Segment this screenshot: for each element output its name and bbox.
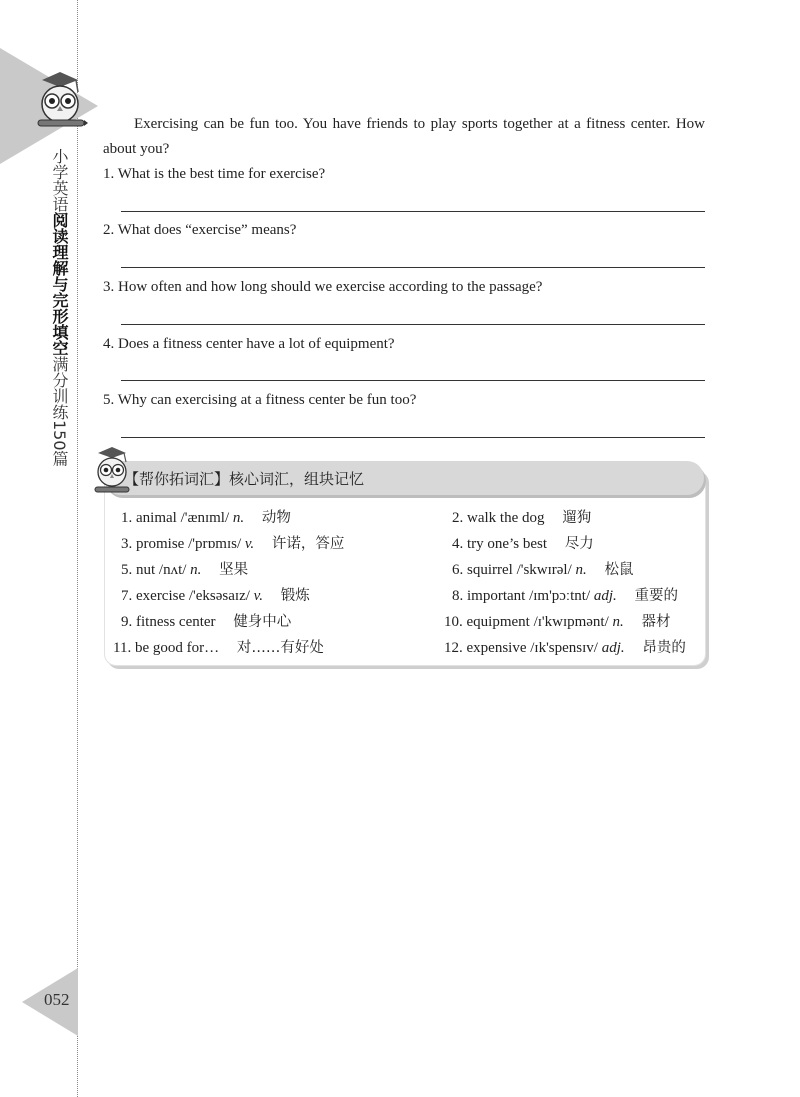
vocab-item-8 bbox=[452, 584, 678, 605]
vocab-item-word: be good for… bbox=[134, 640, 220, 656]
vocab-item-num: 2. bbox=[452, 510, 464, 526]
book-title-part-5: 篇 bbox=[50, 450, 69, 467]
answer-line-5[interactable] bbox=[121, 437, 705, 438]
question-5: 5. Why can exercising at a fitness center be fun too? bbox=[103, 392, 417, 408]
vocab-item-pos: adj. bbox=[601, 640, 625, 656]
question-1: 1. What is the best time for exercise? bbox=[103, 166, 326, 182]
vocab-item-num: 5. bbox=[121, 562, 133, 578]
answer-line-2[interactable] bbox=[121, 267, 705, 268]
owl-mascot-icon bbox=[32, 70, 88, 132]
vocab-item-word: promise /'prɒmɪs/ bbox=[136, 536, 242, 552]
answer-line-3[interactable] bbox=[121, 324, 705, 325]
vocab-item-num: 7. bbox=[121, 588, 133, 604]
page-number: 052 bbox=[44, 990, 70, 1009]
vocab-title: 【帮你拓词汇】核心词汇，组块记忆 bbox=[124, 470, 365, 488]
vocab-item-num: 8. bbox=[452, 588, 464, 604]
vocab-item-zh: 昂贵的 bbox=[642, 640, 686, 656]
vocab-item-num: 12. bbox=[444, 640, 463, 656]
vocab-item-word: fitness center bbox=[136, 614, 216, 630]
vocab-item-zh: 尽力 bbox=[564, 536, 594, 552]
vocab-item-pos: v. bbox=[244, 536, 255, 552]
vocab-item-num: 4. bbox=[452, 536, 464, 552]
vocab-item-4 bbox=[452, 532, 594, 553]
vocab-item-1 bbox=[121, 506, 291, 527]
question-3: 3. How often and how long should we exercise according to the passage? bbox=[103, 279, 543, 295]
vocab-item-word: nut /nʌt/ bbox=[136, 562, 187, 578]
vocab-item-word: expensive /ɪk'spensɪv/ bbox=[466, 640, 598, 656]
vocab-item-zh: 坚果 bbox=[219, 562, 249, 578]
vocab-item-pos: adj. bbox=[593, 588, 617, 604]
passage-paragraph: Exercising can be fun too. You have friends to play sports together at a fitness center. How about you? bbox=[103, 116, 705, 157]
vocab-item-zh: 对……有好处 bbox=[236, 640, 324, 656]
vocab-item-zh: 重要的 bbox=[634, 588, 679, 604]
vocab-item-12 bbox=[444, 636, 686, 657]
vocab-item-num: 10. bbox=[444, 614, 463, 630]
vocab-item-num: 3. bbox=[121, 536, 133, 552]
vocab-item-zh: 动物 bbox=[261, 510, 291, 526]
vocab-item-zh: 锻炼 bbox=[280, 588, 310, 604]
answer-line-1[interactable] bbox=[121, 211, 705, 212]
vocab-item-3 bbox=[121, 532, 344, 553]
question-2: 2. What does “exercise” means? bbox=[103, 222, 297, 238]
vocab-item-num: 6. bbox=[452, 562, 464, 578]
vocab-item-zh: 许诺，答应 bbox=[271, 536, 345, 552]
margin-dotted-line bbox=[77, 0, 78, 1097]
vocab-item-pos: n. bbox=[232, 510, 245, 526]
vocab-item-pos: v. bbox=[253, 588, 263, 604]
vocab-item-word: try one’s best bbox=[467, 536, 547, 552]
vocab-item-word: important /ɪm'pɔːtnt/ bbox=[467, 588, 591, 604]
vocab-item-word: equipment /ɪ'kwɪpmənt/ bbox=[466, 614, 609, 630]
book-title-part-4: 150 bbox=[50, 420, 69, 451]
vocab-item-7 bbox=[121, 584, 310, 605]
vocab-item-2 bbox=[452, 506, 591, 527]
vocab-item-word: walk the dog bbox=[467, 510, 545, 526]
vocab-item-pos: n. bbox=[190, 562, 202, 578]
vocab-item-zh: 遛狗 bbox=[562, 510, 592, 526]
vocab-item-11 bbox=[113, 636, 324, 657]
vocab-item-word: animal /'ænɪml/ bbox=[136, 510, 230, 526]
question-4: 4. Does a fitness center have a lot of equipment? bbox=[103, 336, 395, 352]
book-title-vertical bbox=[48, 148, 70, 467]
vocab-item-6 bbox=[452, 558, 634, 579]
vocab-item-num: 11. bbox=[113, 640, 132, 656]
vocab-item-num: 9. bbox=[121, 614, 133, 630]
vocab-item-10 bbox=[444, 610, 671, 631]
answer-line-4[interactable] bbox=[121, 380, 705, 381]
vocab-item-pos: n. bbox=[612, 614, 624, 630]
vocab-item-zh: 器材 bbox=[641, 614, 671, 630]
book-title-part-2: 阅读理解与完形填空 bbox=[50, 212, 69, 356]
vocab-item-zh: 松鼠 bbox=[604, 562, 634, 578]
book-title-part-1: 小学英语 bbox=[50, 148, 69, 212]
vocab-item-zh: 健身中心 bbox=[233, 614, 292, 630]
vocab-item-pos: n. bbox=[575, 562, 587, 578]
vocab-item-word: squirrel /'skwɪrəl/ bbox=[467, 562, 572, 578]
vocab-item-word: exercise /'eksəsaɪz/ bbox=[136, 588, 250, 604]
vocab-item-num: 1. bbox=[121, 510, 133, 526]
book-title-part-3: 满分训练 bbox=[50, 356, 69, 420]
vocab-item-9 bbox=[121, 610, 291, 631]
vocab-item-5 bbox=[121, 558, 248, 579]
